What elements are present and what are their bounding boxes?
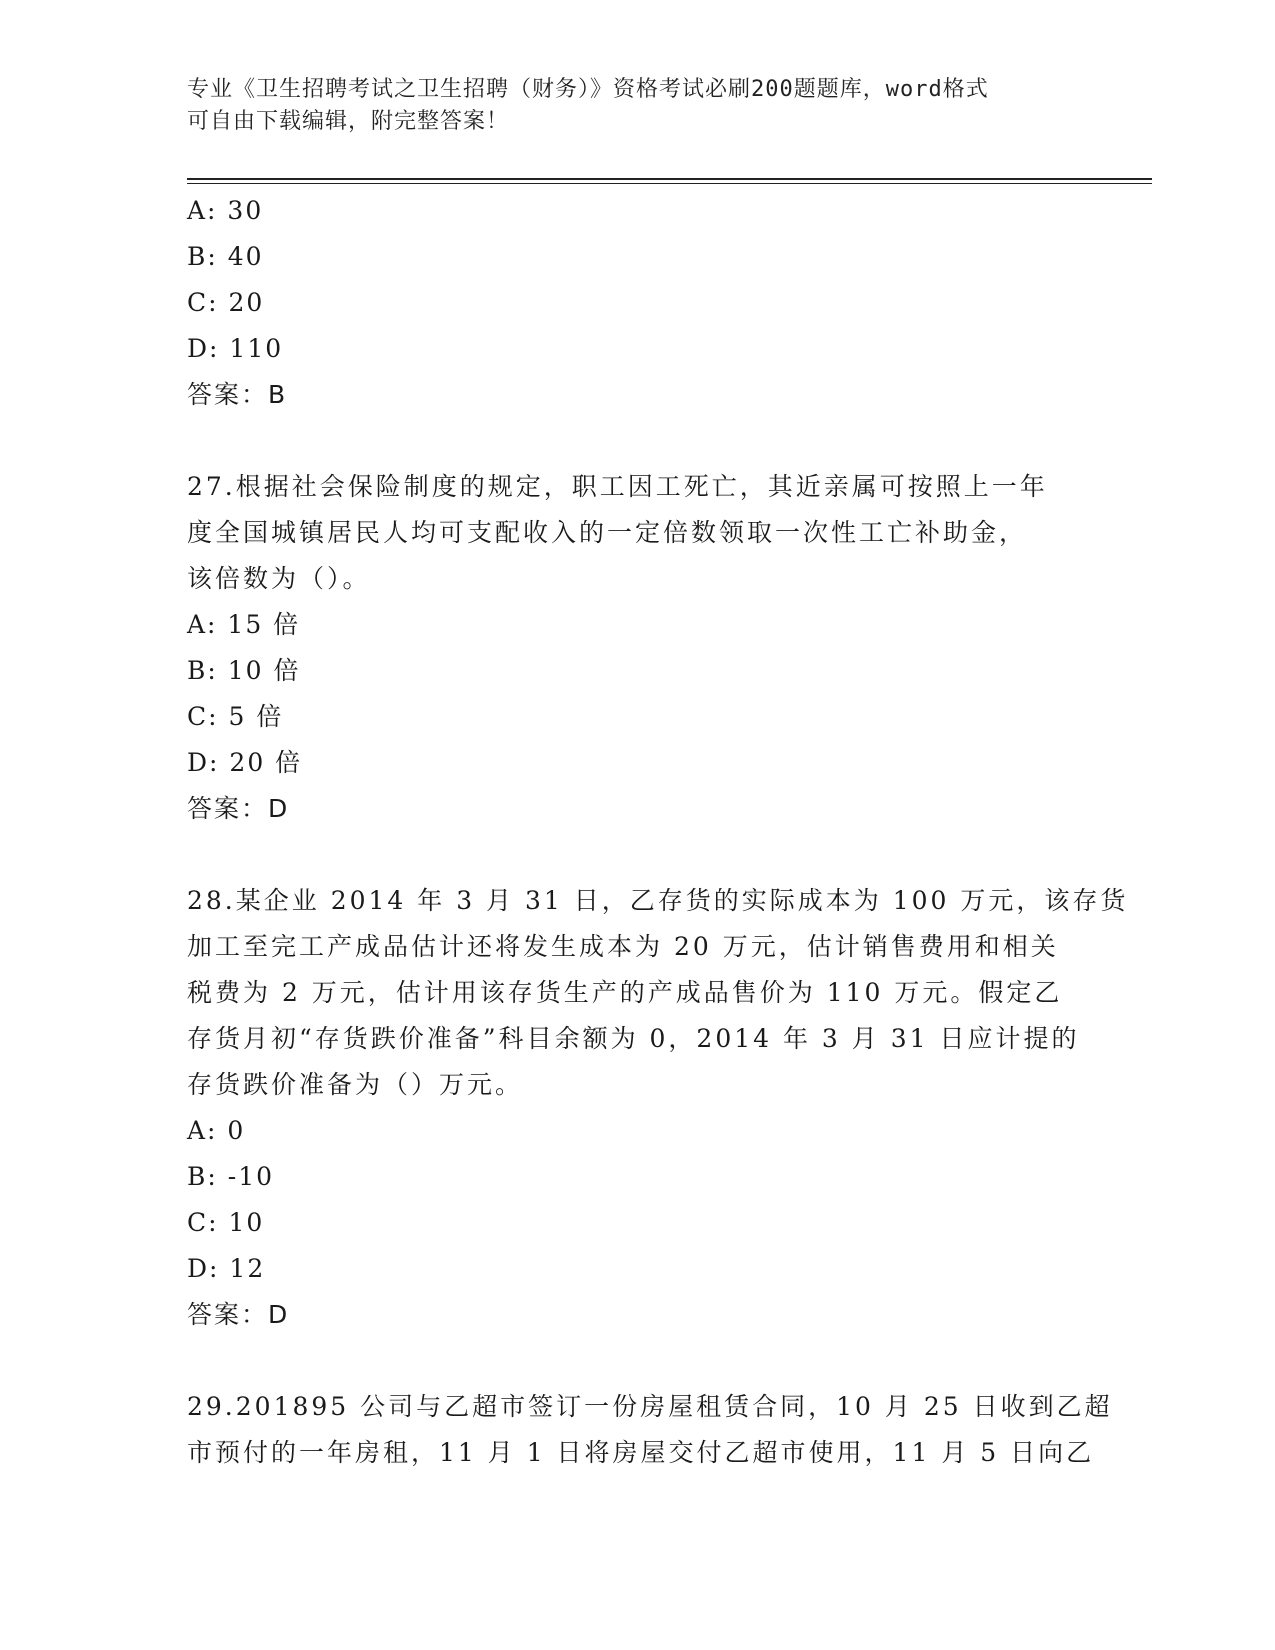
option-d: D: 20 倍 <box>187 748 303 777</box>
option-c: C: 20 <box>187 288 265 317</box>
question-text-line: 该倍数为（）。 <box>187 564 371 593</box>
option-c: C: 5 倍 <box>187 702 284 731</box>
question-text-line: 29.201895 公司与乙超市签订一份房屋租赁合同，10 月 25 日收到乙超 <box>187 1392 1113 1421</box>
option-c: C: 10 <box>187 1208 265 1237</box>
question-text-line: 28.某企业 2014 年 3 月 31 日，乙存货的实际成本为 100 万元，该存货 <box>187 886 1129 915</box>
header-divider-thick <box>187 178 1152 180</box>
question-text-line: 27.根据社会保险制度的规定，职工因工死亡，其近亲属可按照上一年 <box>187 472 1048 501</box>
question-text-line: 市预付的一年房租，11 月 1 日将房屋交付乙超市使用，11 月 5 日向乙 <box>187 1438 1095 1467</box>
option-a: A: 0 <box>187 1116 246 1145</box>
question-text-line: 税费为 2 万元，估计用该存货生产的产成品售价为 110 万元。假定乙 <box>187 978 1063 1007</box>
option-d: D: 12 <box>187 1254 266 1283</box>
option-d: D: 110 <box>187 334 284 363</box>
question-29 <box>187 1384 1113 1476</box>
document-header <box>187 74 1067 138</box>
option-a: A: 30 <box>187 196 264 225</box>
option-b: B: -10 <box>187 1162 274 1191</box>
question-text-line: 度全国城镇居民人均可支配收入的一定倍数领取一次性工亡补助金， <box>187 518 1028 547</box>
spacer <box>187 1338 1087 1384</box>
option-b: B: 40 <box>187 242 264 271</box>
option-a: A: 15 倍 <box>187 610 301 639</box>
header-divider-thin <box>187 183 1152 184</box>
header-line-1: 专业《卫生招聘考试之卫生招聘（财务）》资格考试必刷200题题库，word格式 <box>187 77 989 102</box>
question-text-line: 加工至完工产成品估计还将发生成本为 20 万元，估计销售费用和相关 <box>187 932 1059 961</box>
answer: 答案：D <box>187 794 290 823</box>
question-28 <box>187 878 1129 1338</box>
option-b: B: 10 倍 <box>187 656 301 685</box>
question-27 <box>187 464 1087 832</box>
question-text-line: 存货月初“存货跌价准备”科目余额为 0，2014 年 3 月 31 日应计提的 <box>187 1024 1080 1053</box>
spacer <box>187 832 1087 878</box>
answer: 答案：B <box>187 380 288 409</box>
spacer <box>187 418 1087 464</box>
answer: 答案：D <box>187 1300 290 1329</box>
question-text-line: 存货跌价准备为（）万元。 <box>187 1070 524 1099</box>
header-line-2: 可自由下载编辑，附完整答案！ <box>187 109 510 134</box>
question-26 <box>187 188 1087 418</box>
question-list <box>187 188 1129 1476</box>
